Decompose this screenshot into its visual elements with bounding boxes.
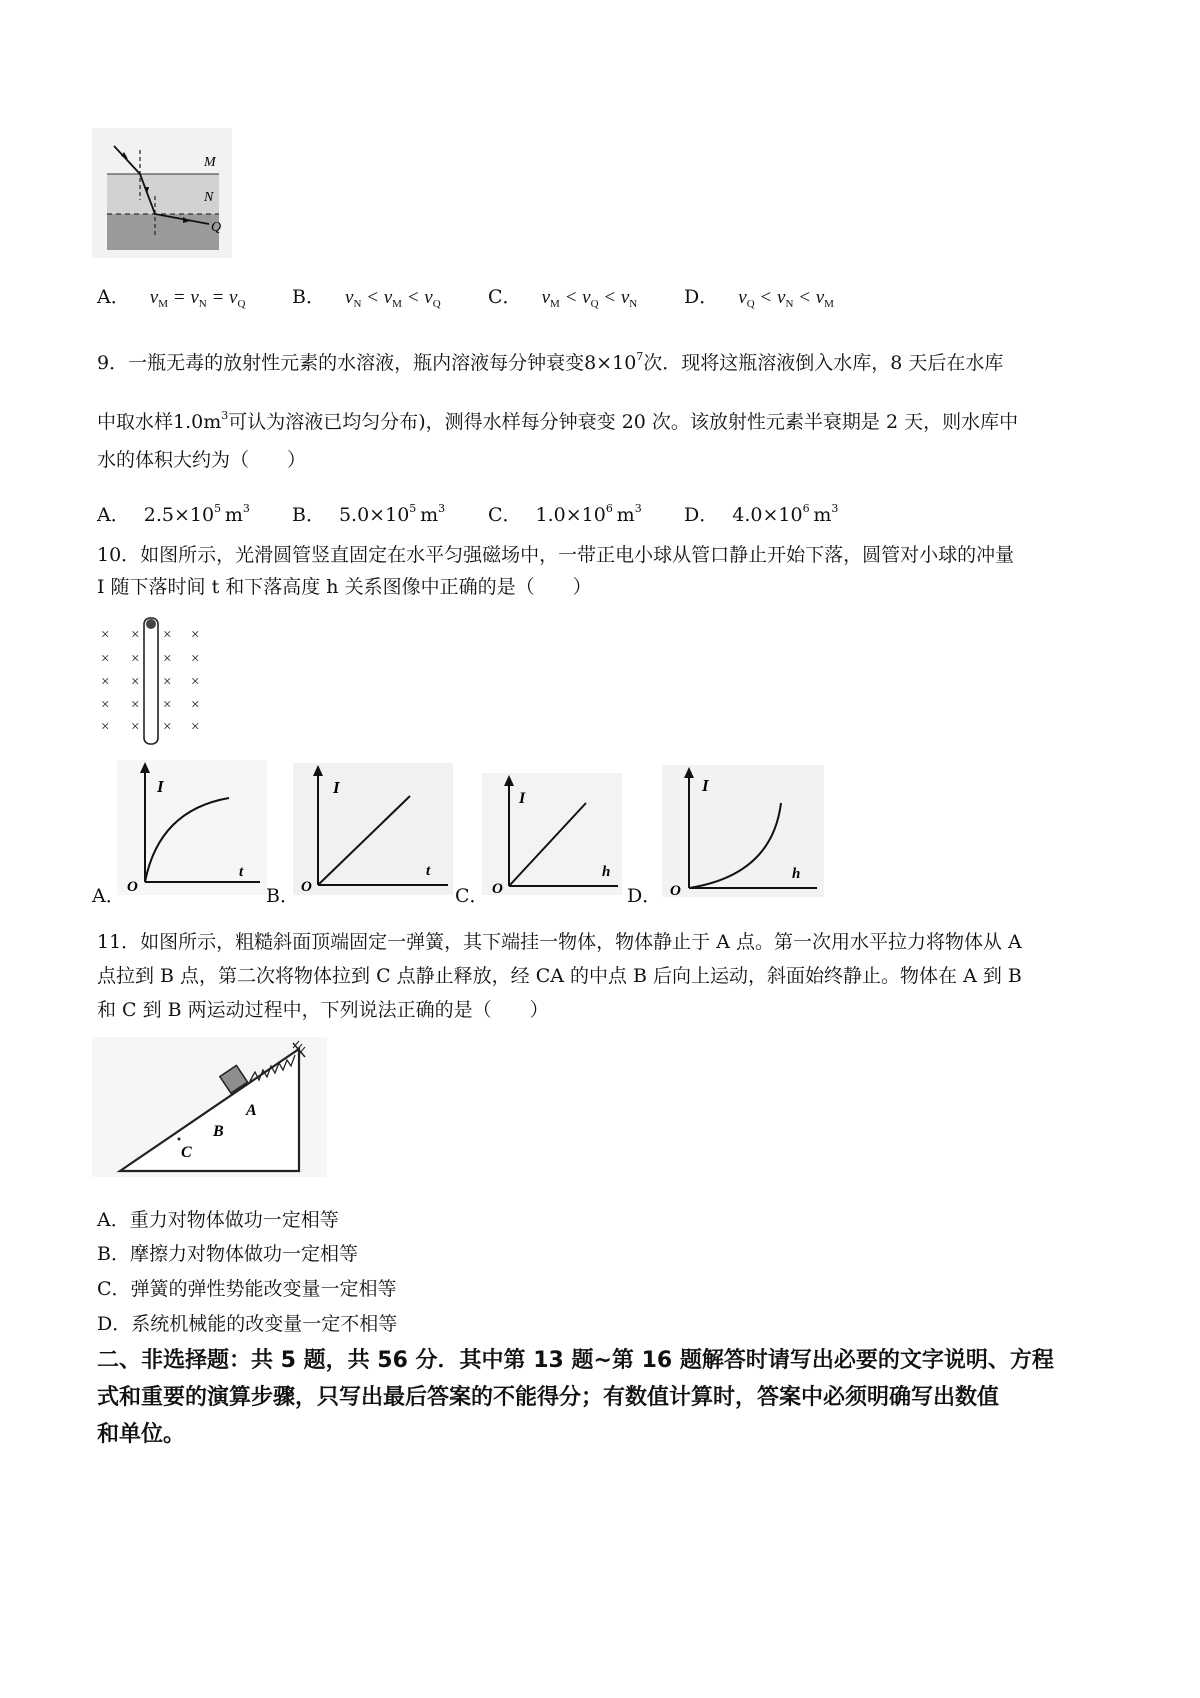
q9-option-a[interactable]: A． $2.5\times 10^5$ $m^3$ [97, 502, 250, 526]
q9-option-c[interactable]: C． $1.0\times 10^6$ $m^3$ [488, 502, 642, 526]
svg-text:t: t [426, 863, 431, 879]
svg-text:I: I [519, 790, 526, 807]
section-2-heading-line-3: 和单位。 [97, 1422, 186, 1447]
field-cross-icon: × [131, 627, 140, 643]
q11-option-b[interactable]: B．摩擦力对物体做功一定相等 [97, 1243, 358, 1265]
q8-option-b-expr: $v_N < v_M < v_Q$ [345, 287, 441, 310]
svg-text:I: I [333, 778, 340, 797]
q11-option-d[interactable]: D．系统机械能的改变量一定不相等 [97, 1313, 398, 1335]
q9-option-b[interactable]: B． $5.0\times 10^5$ $m^3$ [292, 502, 446, 526]
field-cross-icon: × [131, 674, 140, 690]
field-cross-icon: × [131, 719, 140, 735]
field-cross-icon: × [101, 651, 110, 667]
field-cross-icon: × [163, 627, 172, 643]
label-n: N [204, 190, 214, 205]
field-cross-icon: × [101, 697, 110, 713]
svg-text:B: B [213, 1123, 224, 1140]
label-q: Q [211, 220, 222, 235]
refraction-figure [92, 128, 232, 258]
svg-text:I: I [157, 777, 164, 796]
field-cross-icon: × [191, 627, 200, 643]
q10-line-1: 10．如图所示，光滑圆管竖直固定在水平匀强磁场中，一带正电小球从管口静止开始下落，圆管对小球的冲量 [97, 544, 1015, 566]
section-2-heading-line-2: 式和重要的演算步骤，只写出最后答案的不能得分；有数值计算时，答案中必须明确写出数值 [97, 1385, 1000, 1410]
magnetic-field-figure [92, 614, 222, 749]
svg-text:O: O [301, 879, 312, 895]
graph-b-tag[interactable]: B． [266, 885, 299, 907]
svg-text:h: h [602, 864, 611, 880]
graph-d-tag[interactable]: D． [627, 885, 662, 907]
q8-option-b[interactable]: B． $v_N < v_M < v_Q$ [292, 286, 441, 310]
svg-text:t: t [239, 864, 244, 880]
field-cross-icon: × [191, 697, 200, 713]
q8-option-d[interactable]: D． $v_Q < v_N < v_M$ [684, 286, 834, 310]
svg-text:A: A [246, 1102, 257, 1119]
field-cross-icon: × [131, 697, 140, 713]
svg-text:O: O [127, 879, 138, 895]
svg-text:O: O [492, 881, 503, 895]
field-cross-icon: × [163, 719, 172, 735]
q8-option-a-expr: $v_M = v_N = v_Q$ [149, 287, 246, 310]
q8-option-d-expr: $v_Q < v_N < v_M$ [738, 287, 834, 310]
q9-line-3: 水的体积大约为（ ） [97, 449, 307, 471]
q11-line-2: 点拉到 B 点，第二次将物体拉到 C 点静止释放，经 CA 的中点 B 后向上运动，斜面始终静止。物体在 A 到 B [97, 965, 1022, 987]
q11-line-3: 和 C 到 B 两运动过程中，下列说法正确的是（ ） [97, 999, 549, 1021]
field-cross-icon: × [191, 674, 200, 690]
label-m: M [204, 155, 216, 170]
field-cross-icon: × [101, 674, 110, 690]
graph-b [293, 763, 453, 895]
graph-a-tag[interactable]: A． [92, 885, 125, 907]
q11-line-1: 11．如图所示，粗糙斜面顶端固定一弹簧，其下端挂一物体，物体静止于 A 点。第一次用水平拉力将物体从 A [97, 931, 1022, 953]
q8-option-c-expr: $v_M < v_Q < v_N$ [541, 287, 638, 310]
field-cross-icon: × [101, 627, 110, 643]
field-cross-icon: × [191, 651, 200, 667]
svg-text:O: O [670, 883, 681, 897]
field-cross-icon: × [191, 719, 200, 735]
field-cross-icon: × [131, 651, 140, 667]
q9-option-d[interactable]: D． $4.0\times 10^6$ $m^3$ [684, 502, 839, 526]
q10-line-2: I 随下落时间 t 和下落高度 h 关系图像中正确的是（ ） [97, 576, 592, 598]
graph-d [662, 765, 824, 897]
field-cross-icon: × [163, 697, 172, 713]
incline-spring-figure [92, 1037, 327, 1177]
q8-option-c[interactable]: C． $v_M < v_Q < v_N$ [488, 286, 638, 310]
field-cross-icon: × [101, 719, 110, 735]
q9-line-1: 9．一瓶无毒的放射性元素的水溶液，瓶内溶液每分钟衰变$8\times 10^7$次．现将这瓶溶液倒入水库，8 天后在水库 [97, 350, 1004, 374]
field-cross-icon: × [163, 674, 172, 690]
q8-option-a[interactable]: A． $v_M = v_N = v_Q$ [97, 286, 246, 310]
q9-line-2: 中取水样$1.0m^3$可认为溶液已均匀分布)，测得水样每分钟衰变 20 次。该放射性元素半衰期是 2 天，则水库中 [97, 409, 1019, 433]
graph-c-tag[interactable]: C． [455, 885, 489, 907]
graph-a [117, 760, 267, 895]
svg-text:C: C [181, 1144, 192, 1161]
q11-option-c[interactable]: C．弹簧的弹性势能改变量一定相等 [97, 1278, 397, 1300]
field-cross-icon: × [163, 651, 172, 667]
svg-text:I: I [702, 776, 709, 795]
section-2-heading-line-1: 二、非选择题：共 5 题，共 56 分．其中第 13 题~第 16 题解答时请写出必要的文字说明、方程 [97, 1348, 1054, 1373]
svg-text:h: h [792, 866, 801, 882]
graph-c [482, 773, 622, 895]
q11-option-a[interactable]: A．重力对物体做功一定相等 [97, 1209, 339, 1231]
